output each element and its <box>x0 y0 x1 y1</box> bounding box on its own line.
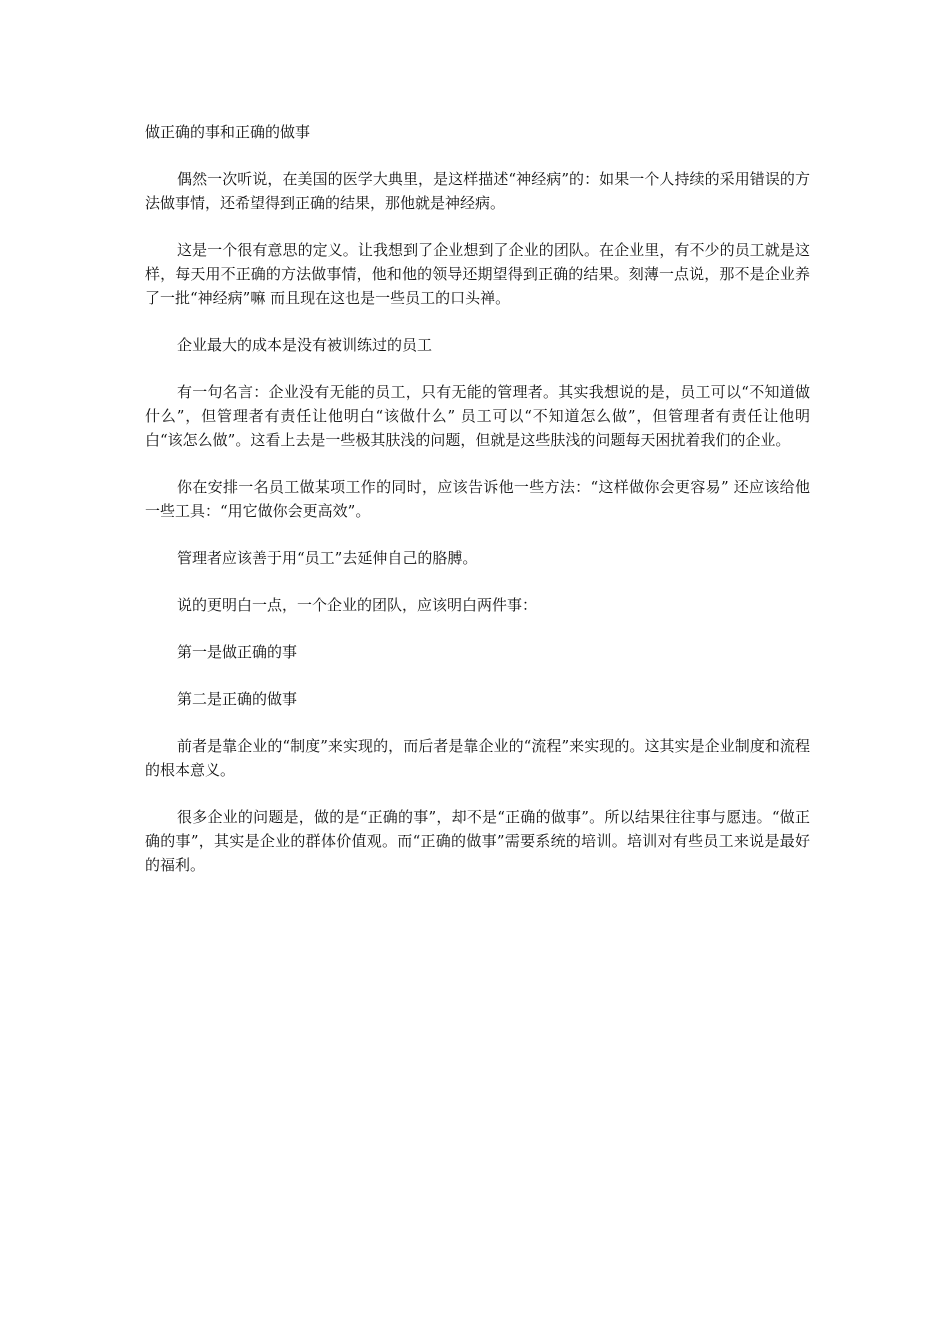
paragraph-7: 说的更明白一点，一个企业的团队，应该明白两件事： <box>177 596 538 614</box>
paragraph-6: 管理者应该善于用“员工”去延伸自己的胳膊。 <box>177 549 478 567</box>
paragraph-5: 你在安排一名员工做某项工作的同时，应该告诉他一些方法：“这样做你会更容易” 还应该给他一些工具：“用它做你会更高效”。 <box>145 478 810 520</box>
paragraph-3: 企业最大的成本是没有被训练过的员工 <box>177 336 433 354</box>
paragraph-1: 偶然一次听说，在美国的医学大典里，是这样描述“神经病”的：如果一个人持续的采用错误的方法做事情，还希望得到正确的结果，那他就是神经病。 <box>145 170 810 212</box>
paragraph-10: 前者是靠企业的“制度”来实现的，而后者是靠企业的“流程”来实现的。这其实是企业制度和流程的根本意义。 <box>145 737 810 779</box>
paragraph-11: 很多企业的问题是，做的是“正确的事”，却不是“正确的做事”。所以结果往往事与愿违。“做正确的事”，其实是企业的群体价值观。而“正确的做事”需要系统的培训。培训对有些员工来说是最好的福利。 <box>145 808 810 874</box>
paragraph-9: 第二是正确的做事 <box>177 690 298 708</box>
paragraph-4: 有一句名言：企业没有无能的员工，只有无能的管理者。其实我想说的是，员工可以“不知道做什么”，但管理者有责任让他明白“该做什么” 员工可以“不知道怎么做”，但管理者有责任让他明白“该怎么做”。这看上去是一些极其肤浅的问题，但就是这些肤浅的问题每天困扰着我们的企业。 <box>145 383 810 449</box>
document-page <box>145 120 810 900</box>
paragraph-8: 第一是做正确的事 <box>177 643 298 661</box>
paragraph-2: 这是一个很有意思的定义。让我想到了企业想到了企业的团队。在企业里，有不少的员工就是这样，每天用不正确的方法做事情，他和他的领导还期望得到正确的结果。刻薄一点说，那不是企业养了一批“神经病”嘛 而且现在这也是一些员工的口头禅。 <box>145 241 810 307</box>
document-title: 做正确的事和正确的做事 <box>145 123 311 141</box>
